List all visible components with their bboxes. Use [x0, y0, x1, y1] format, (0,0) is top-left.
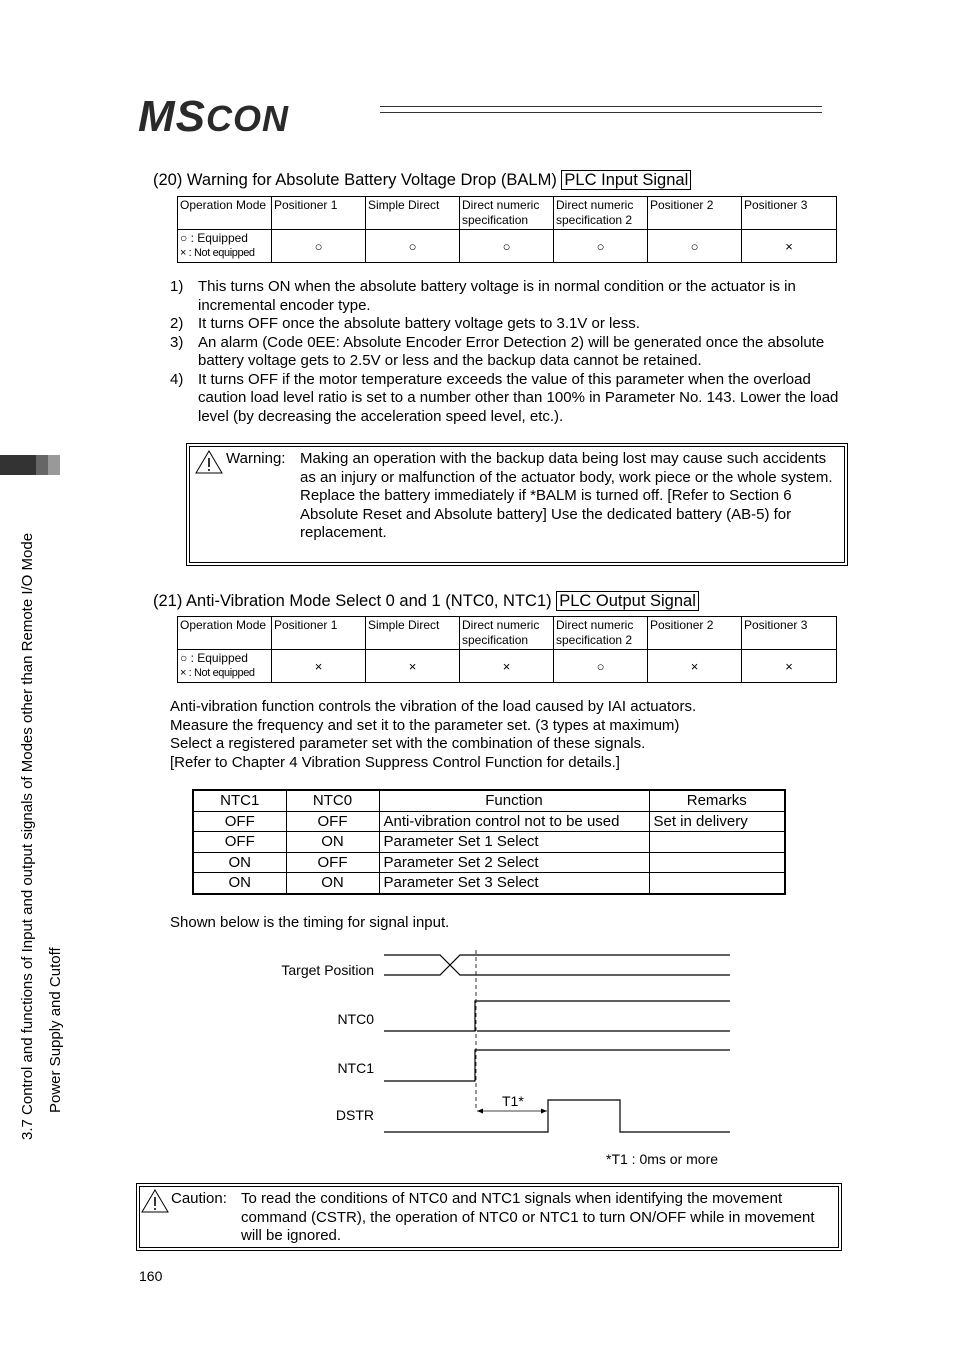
- ntc0-signal-low: [384, 1001, 730, 1031]
- warning-label: Warning:: [226, 450, 286, 467]
- list-number: 4): [170, 370, 184, 388]
- caution-label: Caution:: [171, 1190, 227, 1207]
- section20-badge: PLC Input Signal: [561, 170, 691, 190]
- section21-mode-table: [177, 616, 837, 683]
- legend-equipped: ○ : Equipped: [180, 651, 248, 665]
- ntc-cell: ON: [286, 873, 379, 894]
- list-text: It turns OFF once the absolute battery voltage gets to 3.1V or less.: [198, 315, 640, 332]
- legend-equipped: ○ : Equipped: [180, 231, 248, 245]
- mode-value: ×: [742, 230, 837, 263]
- section20-list: [170, 278, 850, 426]
- mode-value: ×: [366, 650, 460, 683]
- mode-header: Simple Direct: [366, 617, 460, 650]
- mode-header: Operation Mode: [178, 197, 272, 230]
- section21-heading: [153, 592, 699, 611]
- ntc-cell: Anti-vibration control not to be used: [379, 811, 649, 832]
- mode-value: ○: [648, 230, 742, 263]
- caution-triangle-icon: [141, 1189, 169, 1213]
- table-row: [193, 811, 785, 832]
- side-tab-dark: [0, 455, 36, 475]
- mode-value: ×: [460, 650, 554, 683]
- side-tab-mid: [36, 455, 48, 475]
- dstr-signal: [384, 1100, 730, 1132]
- t1-arrow-right: [541, 1109, 547, 1114]
- section21-paragraph: [170, 698, 696, 772]
- mode-header: Positioner 2: [648, 197, 742, 230]
- mode-header: Positioner 3: [742, 617, 837, 650]
- list-number: 2): [170, 315, 184, 332]
- ntc-cell: Parameter Set 3 Select: [379, 873, 649, 894]
- list-text: This turns ON when the absolute battery voltage is in normal condition or the actuator is in incremental encoder type.: [198, 278, 796, 314]
- list-item: [170, 334, 850, 371]
- mode-header: Positioner 3: [742, 197, 837, 230]
- ntc-cell: OFF: [286, 852, 379, 873]
- paragraph-line: Select a registered parameter set with the combination of these signals.: [170, 735, 646, 752]
- warning-text-2: Replace the battery immediately if *BALM is turned off. [Refer to Section 6 Absolute Reset and Absolute battery] Use the dedicated battery (AB-5) for replacement.: [300, 487, 792, 541]
- side-section-title: Power Supply and Cutoff: [47, 947, 64, 1113]
- list-item: [170, 315, 850, 334]
- ntc-header: NTC0: [286, 790, 379, 811]
- mode-legend: [178, 230, 272, 263]
- paragraph-line: Anti-vibration function controls the vibration of the load caused by IAI actuators.: [170, 698, 697, 715]
- ntc-cell: OFF: [286, 811, 379, 832]
- list-number: 3): [170, 333, 184, 351]
- logo-con: CON: [206, 98, 289, 139]
- side-chapter-title: 3.7 Control and functions of Input and output signals of Modes other than Remote I/O Mode: [19, 532, 36, 1140]
- table-row: [193, 852, 785, 873]
- ntc-header: Function: [379, 790, 649, 811]
- mode-value: ×: [742, 650, 837, 683]
- ntc1-signal: [384, 1050, 730, 1081]
- mode-header: Positioner 1: [272, 617, 366, 650]
- warning-text: [300, 450, 840, 543]
- mode-value: ×: [272, 650, 366, 683]
- timing-label-ntc0: NTC0: [337, 1011, 374, 1027]
- mscon-logo: [138, 92, 289, 142]
- mode-header: Direct numeric specification: [460, 617, 554, 650]
- ntc-cell: OFF: [193, 832, 286, 853]
- header-rule-bottom: [380, 112, 822, 113]
- timing-t1-note: *T1 : 0ms or more: [606, 1151, 719, 1167]
- list-text: It turns OFF if the motor temperature exceeds the value of this parameter when the overload caution load level ratio is set to a number other than 100% in Parameter No. 143. Lower the load level (by decreasing the acceleration speed level, etc.).: [198, 370, 839, 425]
- mode-header: Direct numeric specification 2: [554, 197, 648, 230]
- list-item: [170, 278, 850, 315]
- timing-label-dstr: DSTR: [335, 1107, 374, 1123]
- caution-box: [136, 1183, 842, 1251]
- mode-value: ○: [554, 650, 648, 683]
- side-tab-light: [48, 455, 60, 475]
- mode-value: ○: [460, 230, 554, 263]
- mode-header: Direct numeric specification 2: [554, 617, 648, 650]
- t1-arrow-left: [477, 1109, 483, 1114]
- timing-t1-label: T1*: [502, 1093, 524, 1109]
- timing-label-target-position: Target Position: [281, 962, 374, 978]
- ntc-header: Remarks: [649, 790, 785, 811]
- ntc-cell: Parameter Set 1 Select: [379, 832, 649, 853]
- section21-badge: PLC Output Signal: [556, 591, 699, 611]
- ntc-cell: OFF: [193, 811, 286, 832]
- section20-title: (20) Warning for Absolute Battery Voltage Drop (BALM): [153, 171, 562, 189]
- legend-not-equipped: × : Not equipped: [180, 667, 255, 679]
- mode-header: Operation Mode: [178, 617, 272, 650]
- header-rule-top: [380, 106, 822, 107]
- timing-diagram: [380, 945, 740, 1140]
- list-number: 1): [170, 278, 184, 295]
- ntc-cell: [649, 852, 785, 873]
- mode-legend: [178, 650, 272, 683]
- ntc-cell: Set in delivery: [649, 811, 785, 832]
- ntc-header: NTC1: [193, 790, 286, 811]
- target-position-signal-low: [384, 955, 730, 975]
- target-position-signal-high: [384, 955, 730, 975]
- warning-triangle-icon: [195, 450, 223, 474]
- warning-text-1: Making an operation with the backup data being lost may cause such accidents as an injury or malfunction of the actuator body, work piece or the whole system.: [300, 450, 833, 486]
- table-header-row: [193, 790, 785, 811]
- section21-title: (21) Anti-Vibration Mode Select 0 and 1 (NTC0, NTC1): [153, 592, 557, 610]
- caution-text: To read the conditions of NTC0 and NTC1 signals when identifying the movement command (CSTR), the operation of NTC0 or NTC1 to turn ON/OFF while in movement will be ignored.: [241, 1190, 815, 1244]
- page-number: 160: [139, 1268, 163, 1284]
- mode-value: ○: [272, 230, 366, 263]
- paragraph-line: [Refer to Chapter 4 Vibration Suppress Control Function for details.]: [170, 753, 620, 771]
- mode-header: Direct numeric specification: [460, 197, 554, 230]
- ntc-cell: [649, 873, 785, 894]
- legend-not-equipped: × : Not equipped: [180, 247, 255, 259]
- ntc-cell: Parameter Set 2 Select: [379, 852, 649, 873]
- table-row: [193, 873, 785, 894]
- mode-header: Simple Direct: [366, 197, 460, 230]
- timing-intro: Shown below is the timing for signal input.: [170, 914, 450, 931]
- ntc-cell: ON: [193, 852, 286, 873]
- ntc-cell: ON: [286, 832, 379, 853]
- mode-header: Positioner 2: [648, 617, 742, 650]
- ntc-cell: ON: [193, 873, 286, 894]
- list-text: An alarm (Code 0EE: Absolute Encoder Error Detection 2) will be generated once the absolute battery voltage gets to 2.5V or less and the backup data cannot be retained.: [198, 333, 825, 369]
- warning-box: [186, 443, 848, 566]
- mode-value: ○: [554, 230, 648, 263]
- ntc-table: [192, 789, 786, 895]
- list-item: [170, 371, 850, 427]
- ntc-cell: [649, 832, 785, 853]
- paragraph-line: Measure the frequency and set it to the parameter set. (3 types at maximum): [170, 716, 680, 734]
- mode-header: Positioner 1: [272, 197, 366, 230]
- section20-heading: [153, 171, 691, 190]
- mode-value: ×: [648, 650, 742, 683]
- section20-mode-table: [177, 196, 837, 263]
- table-row: [193, 832, 785, 853]
- timing-label-ntc1: NTC1: [337, 1060, 374, 1076]
- logo-ms: MS: [138, 92, 206, 141]
- mode-value: ○: [366, 230, 460, 263]
